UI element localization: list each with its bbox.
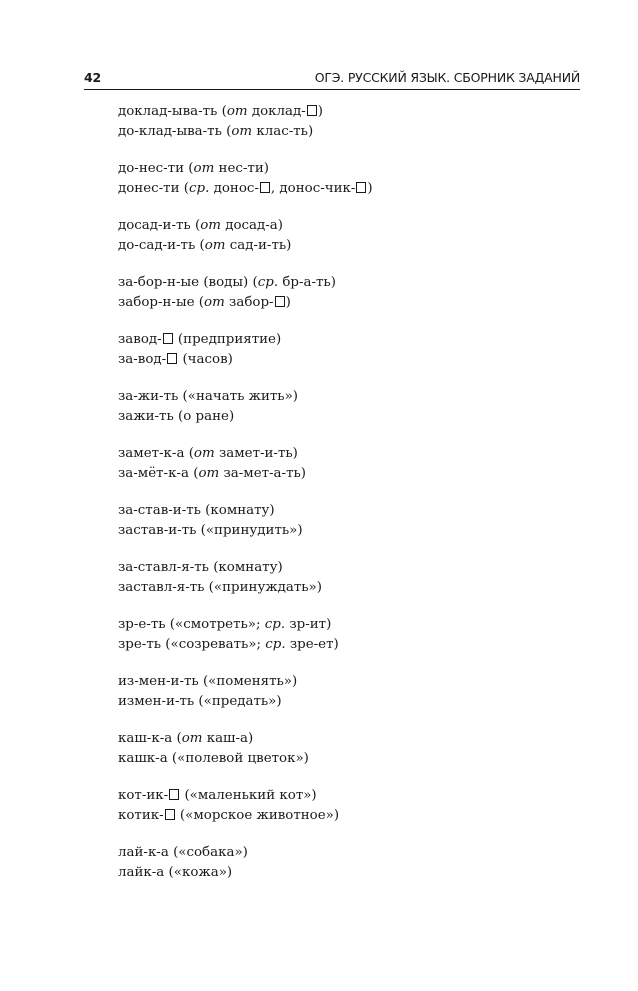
zero-ending-box-icon (163, 333, 173, 344)
word-entry (118, 159, 558, 179)
word-pair-group (118, 615, 558, 654)
entry-text: за-мет-а-ть) (219, 465, 306, 481)
entry-text: забор-н-ые ( (118, 294, 205, 310)
word-entry (118, 786, 558, 806)
entry-text: каш-а) (202, 731, 254, 746)
zero-ending-box-icon (275, 296, 285, 307)
page-number: 42 (84, 70, 101, 85)
zero-ending-box-icon (169, 789, 179, 800)
entry-text: замет-к-а ( (118, 446, 194, 461)
entry-text: (предприятие) (173, 332, 282, 347)
reference-note: от (204, 294, 225, 310)
word-entry (118, 179, 558, 199)
entry-text: донес-ти ( (118, 180, 189, 196)
word-entry (118, 501, 558, 521)
entry-text: донос- (209, 180, 259, 196)
entry-text: за-вод- (118, 351, 167, 367)
entry-text: (часов) (178, 351, 233, 367)
entry-text: зре-ть («созревать»; (118, 636, 266, 652)
entry-text: замет-и-ть) (214, 446, 298, 461)
reference-note: от (193, 446, 215, 461)
entry-text: зажи-ть (о ране) (118, 408, 235, 424)
word-entry (118, 806, 558, 826)
word-entry (118, 122, 558, 142)
word-pair-group (118, 387, 558, 426)
reference-note: ср. (189, 180, 210, 196)
word-entry (118, 578, 558, 598)
entry-text: за-мёт-к-а ( (118, 465, 199, 481)
word-entry (118, 521, 558, 541)
reference-note: от (200, 218, 221, 233)
word-pair-group (118, 444, 558, 483)
word-entry (118, 558, 558, 578)
entry-text: досад-и-ть ( (118, 218, 201, 233)
word-entry (118, 293, 558, 313)
word-pair-group (118, 558, 558, 597)
entry-text: измен-и-ть («предать») (118, 693, 282, 709)
word-pair-group (118, 729, 558, 768)
entry-text: , донос-чик- (270, 180, 356, 196)
entry-text: ) (285, 294, 291, 310)
reference-note: ср. (257, 275, 279, 290)
word-pair-group (118, 216, 558, 255)
entry-text: за-ставл-я-ть (комнату) (118, 560, 283, 575)
zero-ending-box-icon (165, 809, 175, 820)
word-pair-group (118, 786, 558, 825)
reference-note: от (231, 123, 253, 139)
entry-text: до-нес-ти ( (118, 161, 194, 176)
entry-text: за-бор-н-ые (воды) ( (118, 275, 258, 290)
entry-text: из-мен-и-ть («поменять») (118, 674, 298, 689)
word-entry (118, 102, 558, 122)
entry-text: доклад- (247, 104, 306, 119)
entry-text: («морское животное») (175, 807, 340, 823)
reference-note: ср. (265, 636, 286, 652)
entry-text: бр-а-ть) (278, 275, 336, 290)
word-entry (118, 330, 558, 350)
word-entry (118, 863, 558, 883)
entry-text: досад-а) (220, 218, 283, 233)
word-pair-group (118, 672, 558, 711)
entry-text: зре-ет) (285, 636, 339, 652)
reference-note: от (204, 237, 226, 253)
reference-note: от (181, 731, 203, 746)
word-entry (118, 672, 558, 692)
reference-note: ср. (264, 617, 286, 632)
zero-ending-box-icon (307, 105, 317, 116)
word-entry (118, 692, 558, 712)
zero-ending-box-icon (167, 353, 177, 364)
entry-text: каш-к-а ( (118, 731, 182, 746)
word-pairs-list (118, 102, 558, 900)
entry-text: зр-е-ть («смотреть»; (118, 617, 265, 632)
word-entry (118, 635, 558, 655)
entry-text: лайк-а («кожа») (118, 864, 233, 880)
entry-text: до-клад-ыва-ть ( (118, 123, 232, 139)
word-entry (118, 729, 558, 749)
word-entry (118, 407, 558, 427)
word-pair-group (118, 159, 558, 198)
entry-text: сад-и-ть) (225, 237, 292, 253)
entry-text: застав-и-ть («принудить») (118, 522, 303, 538)
entry-text: нес-ти) (214, 161, 269, 176)
word-entry (118, 273, 558, 293)
word-pair-group (118, 501, 558, 540)
word-entry (118, 387, 558, 407)
entry-text: ) (317, 104, 324, 119)
entry-text: завод- (118, 332, 162, 347)
entry-text: за-жи-ть («начать жить») (118, 389, 299, 404)
word-pair-group (118, 330, 558, 369)
entry-text: кашк-а («полевой цветок») (118, 750, 309, 766)
reference-note: от (198, 465, 220, 481)
reference-note: от (226, 104, 248, 119)
entry-text: клас-ть) (252, 123, 314, 139)
zero-ending-box-icon (356, 182, 366, 193)
reference-note: от (193, 161, 215, 176)
word-entry (118, 843, 558, 863)
entry-text: доклад-ыва-ть ( (118, 104, 227, 119)
entry-text: забор- (224, 294, 274, 310)
entry-text: котик- (118, 807, 164, 823)
page-header (84, 70, 580, 90)
word-entry (118, 236, 558, 256)
entry-text: за-став-и-ть (комнату) (118, 503, 275, 518)
entry-text: до-сад-и-ть ( (118, 237, 205, 253)
entry-text: ) (367, 180, 373, 196)
word-entry (118, 350, 558, 370)
word-entry (118, 749, 558, 769)
entry-text: кот-ик- (118, 788, 169, 803)
entry-text: заставл-я-ть («принуждать») (118, 579, 322, 595)
word-entry (118, 444, 558, 464)
word-pair-group (118, 273, 558, 312)
word-pair-group (118, 843, 558, 882)
entry-text: лай-к-а («собака») (118, 845, 248, 860)
word-entry (118, 216, 558, 236)
running-title: ОГЭ. РУССКИЙ ЯЗЫК. СБОРНИК ЗАДАНИЙ (314, 70, 580, 85)
entry-text: («маленький кот») (180, 788, 317, 803)
zero-ending-box-icon (260, 182, 270, 193)
entry-text: зр-ит) (285, 617, 332, 632)
word-entry (118, 615, 558, 635)
word-entry (118, 464, 558, 484)
header-rule (84, 89, 580, 90)
word-pair-group (118, 102, 558, 141)
